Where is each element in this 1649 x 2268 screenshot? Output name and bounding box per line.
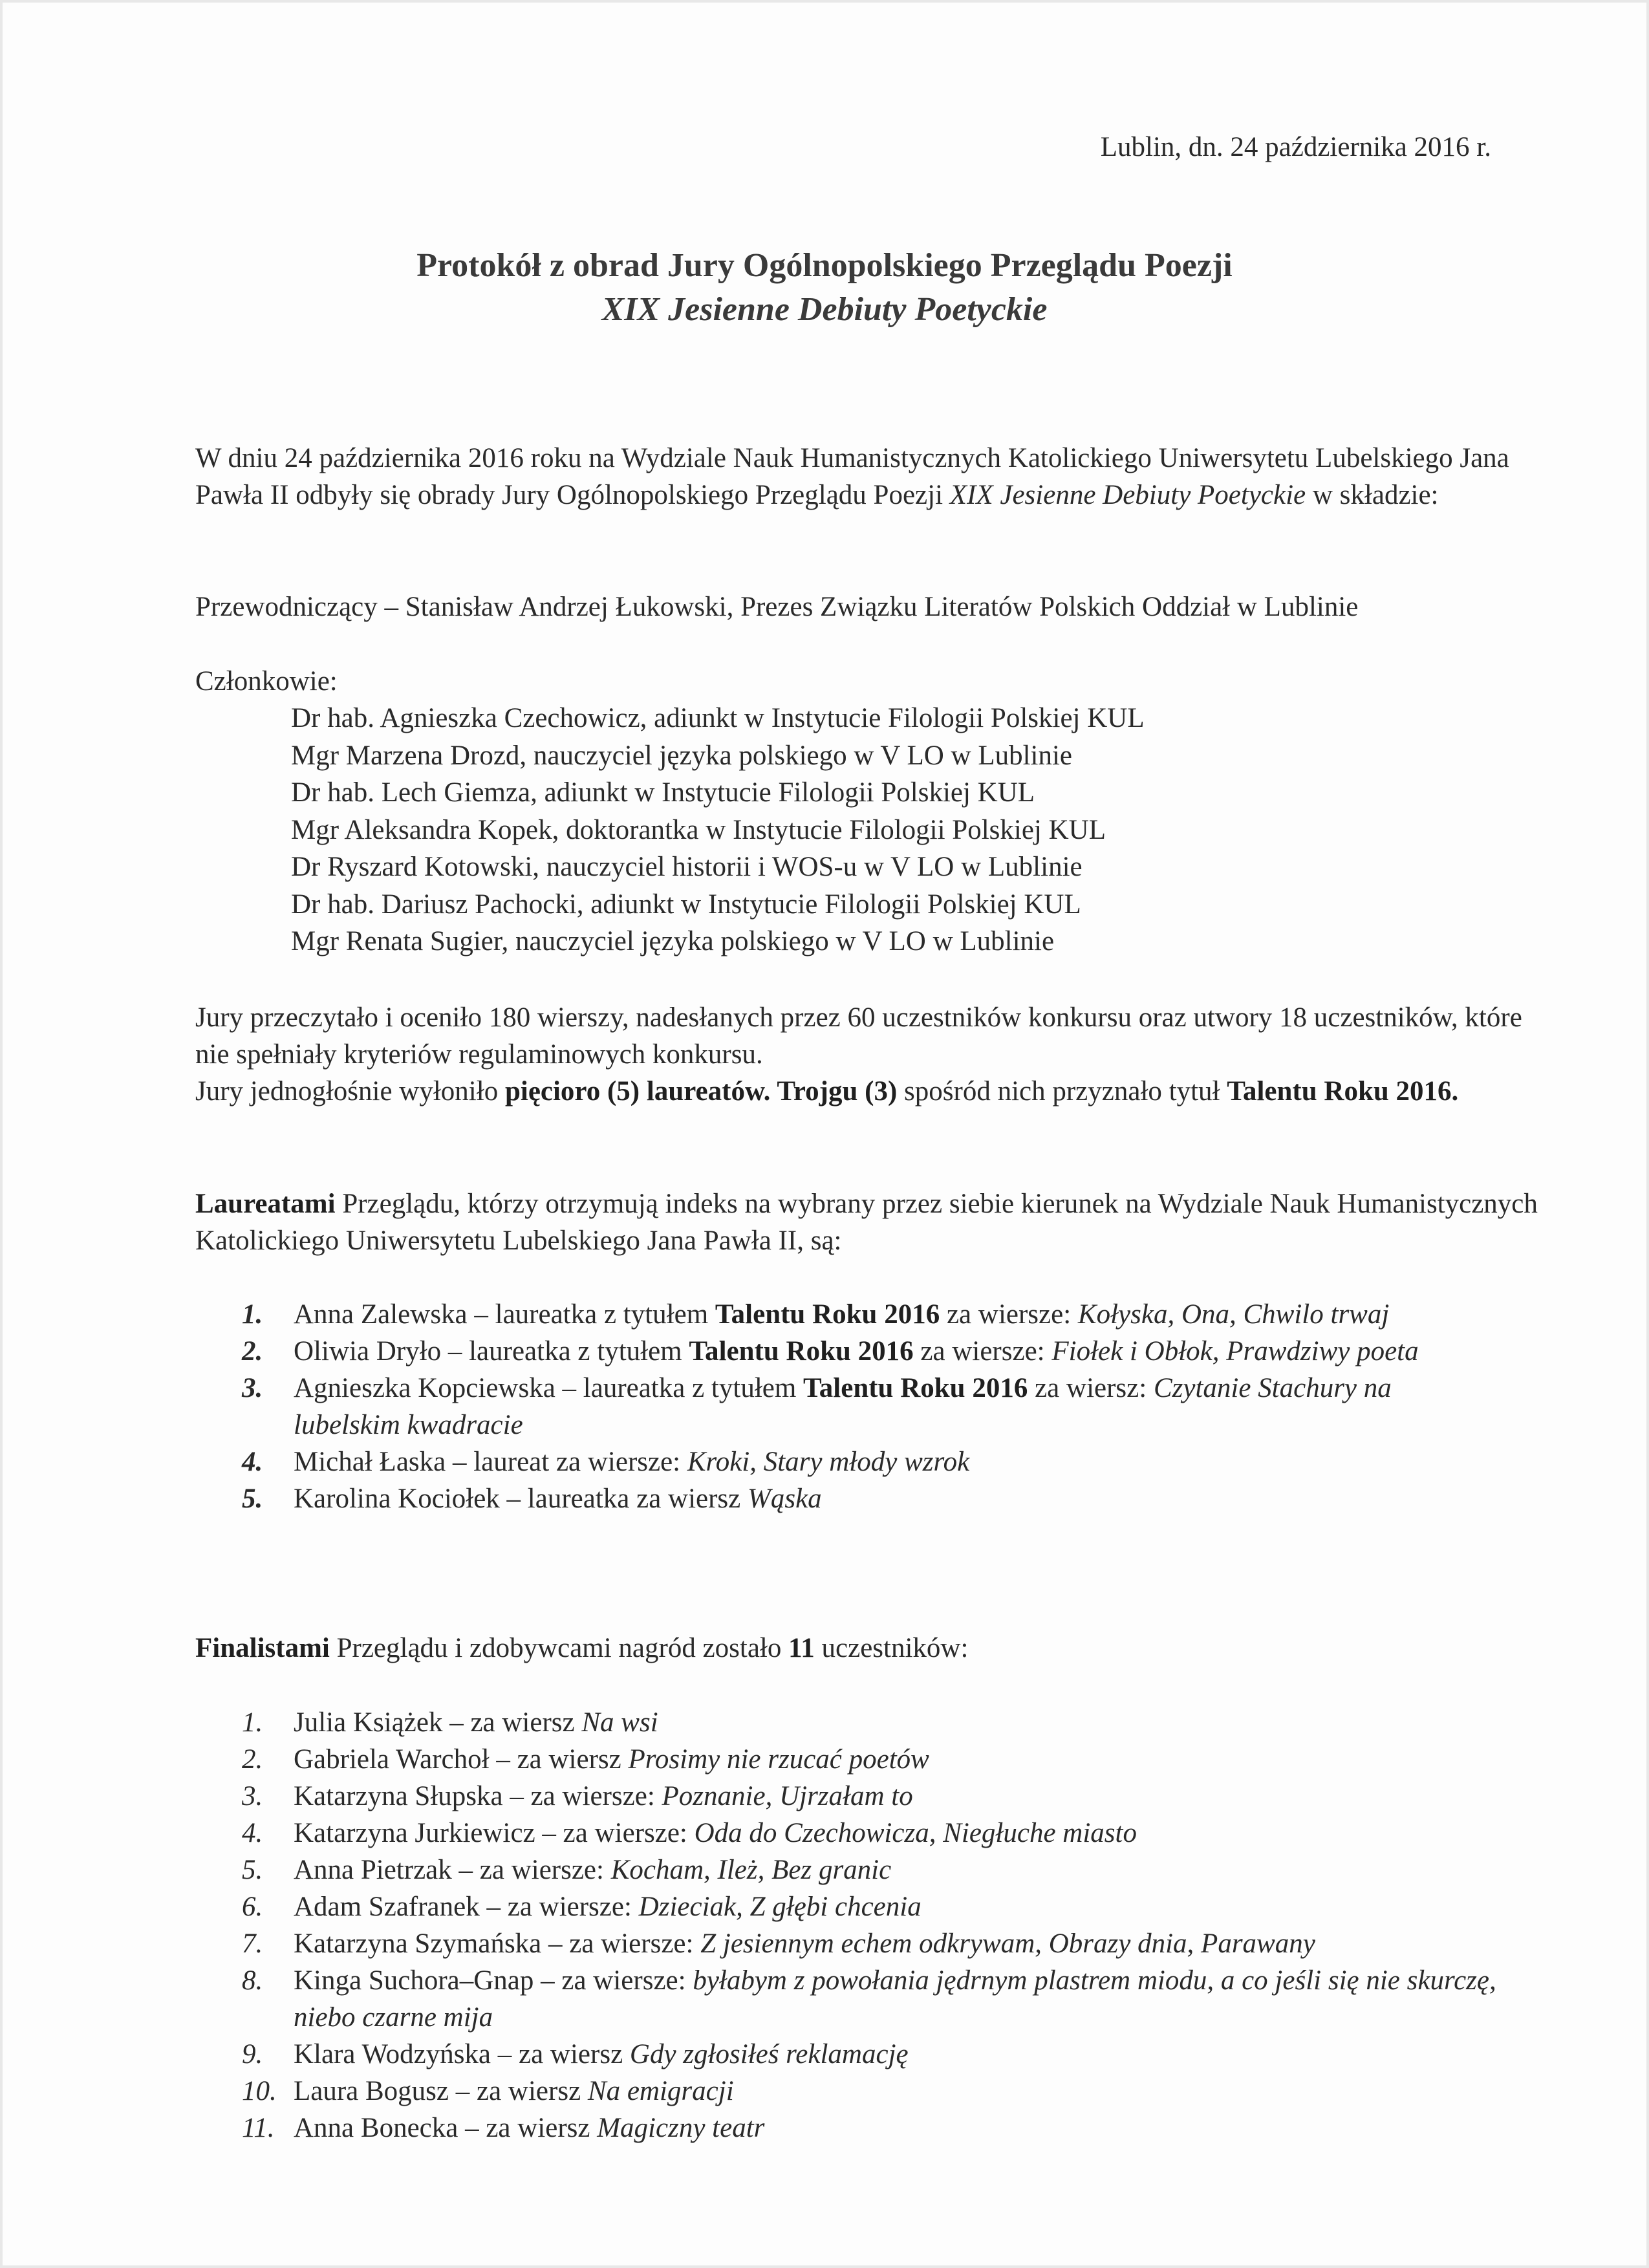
- finalists-heading-text: Przeglądu i zdobywcami nagród zostało: [329, 1633, 789, 1663]
- jury-decision-separator: .: [763, 1076, 777, 1107]
- finalist-item: [242, 1815, 1509, 1852]
- laureate-connector: za wiersze:: [940, 1299, 1078, 1330]
- finalists-heading-end: uczestników:: [814, 1633, 969, 1663]
- finalists-label: Finalistami: [195, 1633, 330, 1663]
- finalist-name: Laura Bogusz – za wiersz: [294, 2076, 588, 2106]
- finalist-name: Gabriela Warchoł – za wiersz: [294, 1744, 629, 1775]
- poem-titles: Oda do Czechowicza, Niegłuche miasto: [694, 1818, 1137, 1848]
- poem-titles: Fiołek i Obłok, Prawdziwy poeta: [1051, 1336, 1419, 1366]
- list-number: 7.: [242, 1928, 263, 1959]
- finalist-item: [242, 2110, 1509, 2146]
- finalists-list: [242, 1704, 1509, 2146]
- list-number: 2.: [242, 1744, 263, 1775]
- talent-title: Talentu Roku 2016.: [1227, 1076, 1459, 1107]
- laureate-title: Talentu Roku 2016: [803, 1373, 1028, 1403]
- finalist-name: Adam Szafranek – za wiersze:: [294, 1892, 639, 1922]
- finalists-count: 11: [788, 1633, 815, 1663]
- intro-paragraph: [195, 440, 1560, 513]
- poem-titles: Kocham, Ileż, Bez granic: [610, 1855, 892, 1885]
- document-title: [0, 243, 1649, 331]
- finalist-name: Anna Bonecka – za wiersz: [294, 2113, 598, 2143]
- talent-count: Trojgu (3): [777, 1076, 898, 1107]
- poem-titles: Poznanie, Ujrzałam to: [662, 1781, 913, 1811]
- member-item: Dr hab. Agnieszka Czechowicz, adiunkt w Instytucie Filologii Polskiej KUL: [291, 703, 1145, 733]
- finalist-name: Katarzyna Szymańska – za wiersze:: [294, 1928, 701, 1959]
- poem-titles: Gdy zgłosiłeś reklamację: [629, 2039, 909, 2069]
- finalists-heading: [195, 1630, 1560, 1667]
- jury-decision-text: Jury jednogłośnie wyłoniło: [195, 1076, 505, 1107]
- laureate-connector: za wiersz:: [1028, 1373, 1154, 1403]
- jury-summary-line: Jury przeczytało i oceniło 180 wierszy, nadesłanych przez 60 uczestników konkursu oraz utwory 18 uczestników, które nie spełniały kryteriów regulaminowych konkursu.: [195, 1002, 1522, 1070]
- list-number: 4.: [242, 1818, 263, 1848]
- poem-titles: Kroki, Stary młody wzrok: [687, 1447, 970, 1477]
- poem-titles: Kołyska, Ona, Chwilo trwaj: [1077, 1299, 1390, 1330]
- list-number: 3.: [242, 1781, 263, 1811]
- poem-titles: Na emigracji: [587, 2076, 734, 2106]
- finalist-item: [242, 1888, 1509, 1925]
- poem-titles: byłabym z powołania jędrnym plastrem miodu, a co jeśli się nie skurczę, niebo czarne mija: [294, 1965, 1496, 2033]
- finalist-item: [242, 2073, 1509, 2110]
- finalist-name: Anna Pietrzak – za wiersze:: [294, 1855, 611, 1885]
- jury-chair: Przewodniczący – Stanisław Andrzej Łukowski, Prezes Związku Literatów Polskich Oddział w Lublinie: [195, 592, 1359, 622]
- member-item: Dr hab. Dariusz Pachocki, adiunkt w Instytucie Filologii Polskiej KUL: [291, 889, 1081, 920]
- jury-decision-line: [195, 1073, 1560, 1110]
- members-list: [291, 700, 1520, 960]
- laureate-name: Anna Zalewska – laureatka z tytułem: [294, 1299, 715, 1330]
- finalist-name: Kinga Suchora–Gnap – za wiersze:: [294, 1965, 693, 1996]
- laureate-title: Talentu Roku 2016: [715, 1299, 940, 1330]
- laureate-name: Karolina Kociołek – laureatka za wiersz: [294, 1484, 748, 1514]
- member-item: Mgr Marzena Drozd, nauczyciel języka polskiego w V LO w Lublinie: [291, 740, 1073, 771]
- poem-titles: Dzieciak, Z głębi chcenia: [638, 1892, 921, 1922]
- list-number: 4.: [242, 1447, 263, 1477]
- document-date: Lublin, dn. 24 października 2016 r.: [1100, 132, 1491, 162]
- finalist-name: Katarzyna Słupska – za wiersze:: [294, 1781, 662, 1811]
- laureate-title: Talentu Roku 2016: [689, 1336, 914, 1366]
- laureates-label: Laureatami: [195, 1189, 336, 1219]
- list-number: 10.: [242, 2076, 277, 2106]
- member-item: Dr hab. Lech Giemza, adiunkt w Instytucie Filologii Polskiej KUL: [291, 777, 1035, 808]
- finalist-name: Julia Książek – za wiersz: [294, 1707, 582, 1738]
- finalist-item: [242, 1962, 1509, 2036]
- laureate-connector: za wiersze:: [913, 1336, 1052, 1366]
- list-number: 5.: [242, 1484, 263, 1514]
- list-number: 8.: [242, 1965, 263, 1996]
- laureates-intro: [195, 1185, 1560, 1259]
- jury-decision-text-2: spośród nich przyznało tytuł: [897, 1076, 1227, 1107]
- list-number: 1.: [242, 1299, 263, 1330]
- jury-summary: [195, 999, 1560, 1110]
- poem-titles: Czytanie Stachury na lubelskim kwadracie: [294, 1373, 1392, 1440]
- poem-titles: Magiczny teatr: [597, 2113, 765, 2143]
- poem-titles: Prosimy nie rzucać poetów: [628, 1744, 929, 1775]
- intro-text-end: w składzie:: [1306, 480, 1439, 510]
- intro-text: W dniu 24 października 2016 roku na Wydziale Nauk Humanistycznych Katolickiego Uniwersytetu Lubelskiego Jana Pawła II odbyły się obrady Jury Ogólnopolskiego Przeglądu Poezji: [195, 443, 1509, 510]
- laureate-count: pięcioro (5) laureatów: [504, 1076, 764, 1107]
- list-number: 3.: [242, 1373, 263, 1403]
- laureate-name: Oliwia Dryło – laureatka z tytułem: [294, 1336, 689, 1366]
- finalist-item: [242, 2036, 1509, 2073]
- laureate-name: Agnieszka Kopciewska – laureatka z tytułem: [294, 1373, 804, 1403]
- finalist-item: [242, 1925, 1509, 1962]
- laureates-list: [242, 1296, 1490, 1517]
- member-item: Mgr Renata Sugier, nauczyciel języka polskiego w V LO w Lublinie: [291, 926, 1055, 956]
- title-line-1: Protokół z obrad Jury Ogólnopolskiego Przeglądu Poezji: [416, 247, 1233, 284]
- laureate-name: Michał Łaska – laureat za wiersze:: [294, 1447, 687, 1477]
- laureate-item: [242, 1443, 1490, 1480]
- list-number: 11.: [242, 2113, 275, 2143]
- laureate-item: [242, 1480, 1490, 1517]
- members-heading: Członkowie:: [195, 666, 338, 697]
- title-line-2: XIX Jesienne Debiuty Poetyckie: [601, 291, 1048, 328]
- poem-titles: Wąska: [748, 1484, 822, 1514]
- finalist-item: [242, 1852, 1509, 1888]
- finalist-item: [242, 1704, 1509, 1741]
- finalist-item: [242, 1741, 1509, 1778]
- member-item: Mgr Aleksandra Kopek, doktorantka w Instytucie Filologii Polskiej KUL: [291, 814, 1106, 845]
- member-item: Dr Ryszard Kotowski, nauczyciel historii i WOS-u w V LO w Lublinie: [291, 852, 1083, 882]
- finalist-item: [242, 1778, 1509, 1815]
- laureate-item: [242, 1296, 1490, 1333]
- list-number: 5.: [242, 1855, 263, 1885]
- list-number: 2.: [242, 1336, 263, 1366]
- laureates-intro-text: Przeglądu, którzy otrzymują indeks na wybrany przez siebie kierunek na Wydziale Nauk Humanistycznych Katolickiego Uniwersytetu Lubelskiego Jana Pawła II, są:: [195, 1189, 1538, 1256]
- list-number: 9.: [242, 2039, 263, 2069]
- laureate-item: [242, 1370, 1490, 1443]
- list-number: 1.: [242, 1707, 263, 1738]
- list-number: 6.: [242, 1892, 263, 1922]
- finalist-name: Katarzyna Jurkiewicz – za wiersze:: [294, 1818, 695, 1848]
- poem-titles: Z jesiennym echem odkrywam, Obrazy dnia, Parawany: [700, 1928, 1315, 1959]
- competition-name: XIX Jesienne Debiuty Poetyckie: [949, 480, 1306, 510]
- finalist-name: Klara Wodzyńska – za wiersz: [294, 2039, 630, 2069]
- laureate-item: [242, 1333, 1490, 1370]
- poem-titles: Na wsi: [581, 1707, 658, 1738]
